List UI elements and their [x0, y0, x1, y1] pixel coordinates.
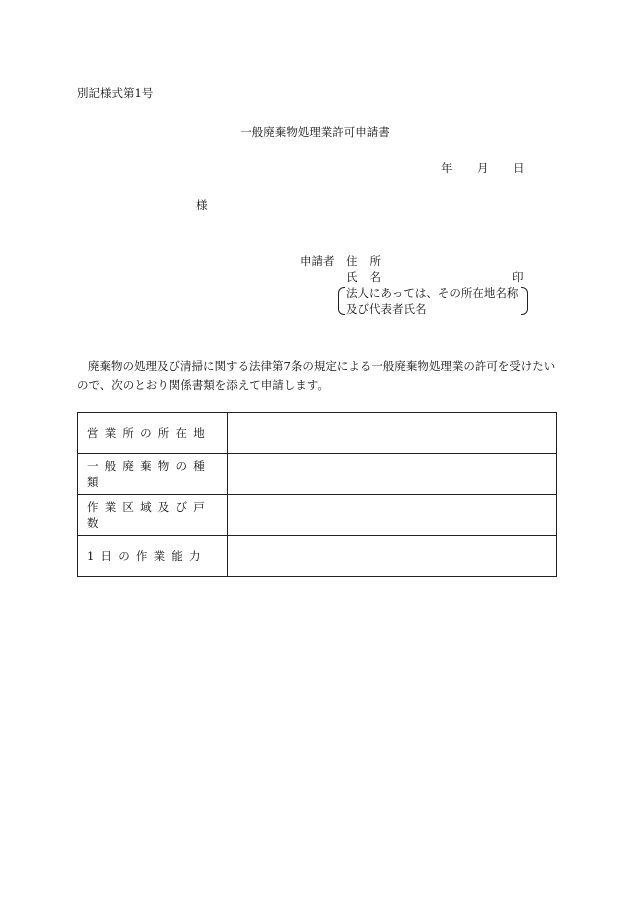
- form-number: 別記様式第1号: [77, 86, 154, 100]
- table-row: [78, 454, 557, 495]
- date-month-label: 月: [477, 161, 489, 175]
- row-value-office-location: [228, 413, 557, 454]
- date-day-label: 日: [513, 161, 525, 175]
- name-label: 氏名: [346, 270, 393, 284]
- left-bracket: [338, 287, 345, 315]
- row-label-office-location: 営業所の所在地: [78, 413, 228, 454]
- date-year-label: 年: [441, 161, 453, 175]
- row-value-work-area: [228, 495, 557, 536]
- corporate-note-line1: 法人にあっては、その所在地名称: [346, 286, 519, 300]
- table-row: [78, 495, 557, 536]
- row-label-work-area: 作業区域及び戸数: [78, 495, 228, 536]
- seal-label: 印: [512, 270, 524, 284]
- date-line: [441, 161, 525, 175]
- row-value-daily-capacity: [228, 536, 557, 577]
- application-details-table: [77, 412, 557, 577]
- right-bracket: [521, 287, 528, 315]
- addressee-suffix: 様: [196, 198, 208, 212]
- address-label: 住所: [346, 254, 393, 268]
- application-statement: 廃棄物の処理及び清掃に関する法律第7条の規定による一般廃棄物処理業の許可を受けたいので、次のとおり関係書類を添えて申請します。: [77, 359, 556, 392]
- document-title: 一般廃棄物処理業許可申請書: [240, 125, 390, 139]
- row-value-waste-type: [228, 454, 557, 495]
- table-row: [78, 536, 557, 577]
- applicant-label: 申請者: [300, 254, 335, 268]
- row-label-daily-capacity: 1日の作業能力: [78, 536, 228, 577]
- row-label-waste-type: 一般廃棄物の種類: [78, 454, 228, 495]
- corporate-note-line2: 及び代表者氏名: [346, 302, 427, 316]
- table-row: [78, 413, 557, 454]
